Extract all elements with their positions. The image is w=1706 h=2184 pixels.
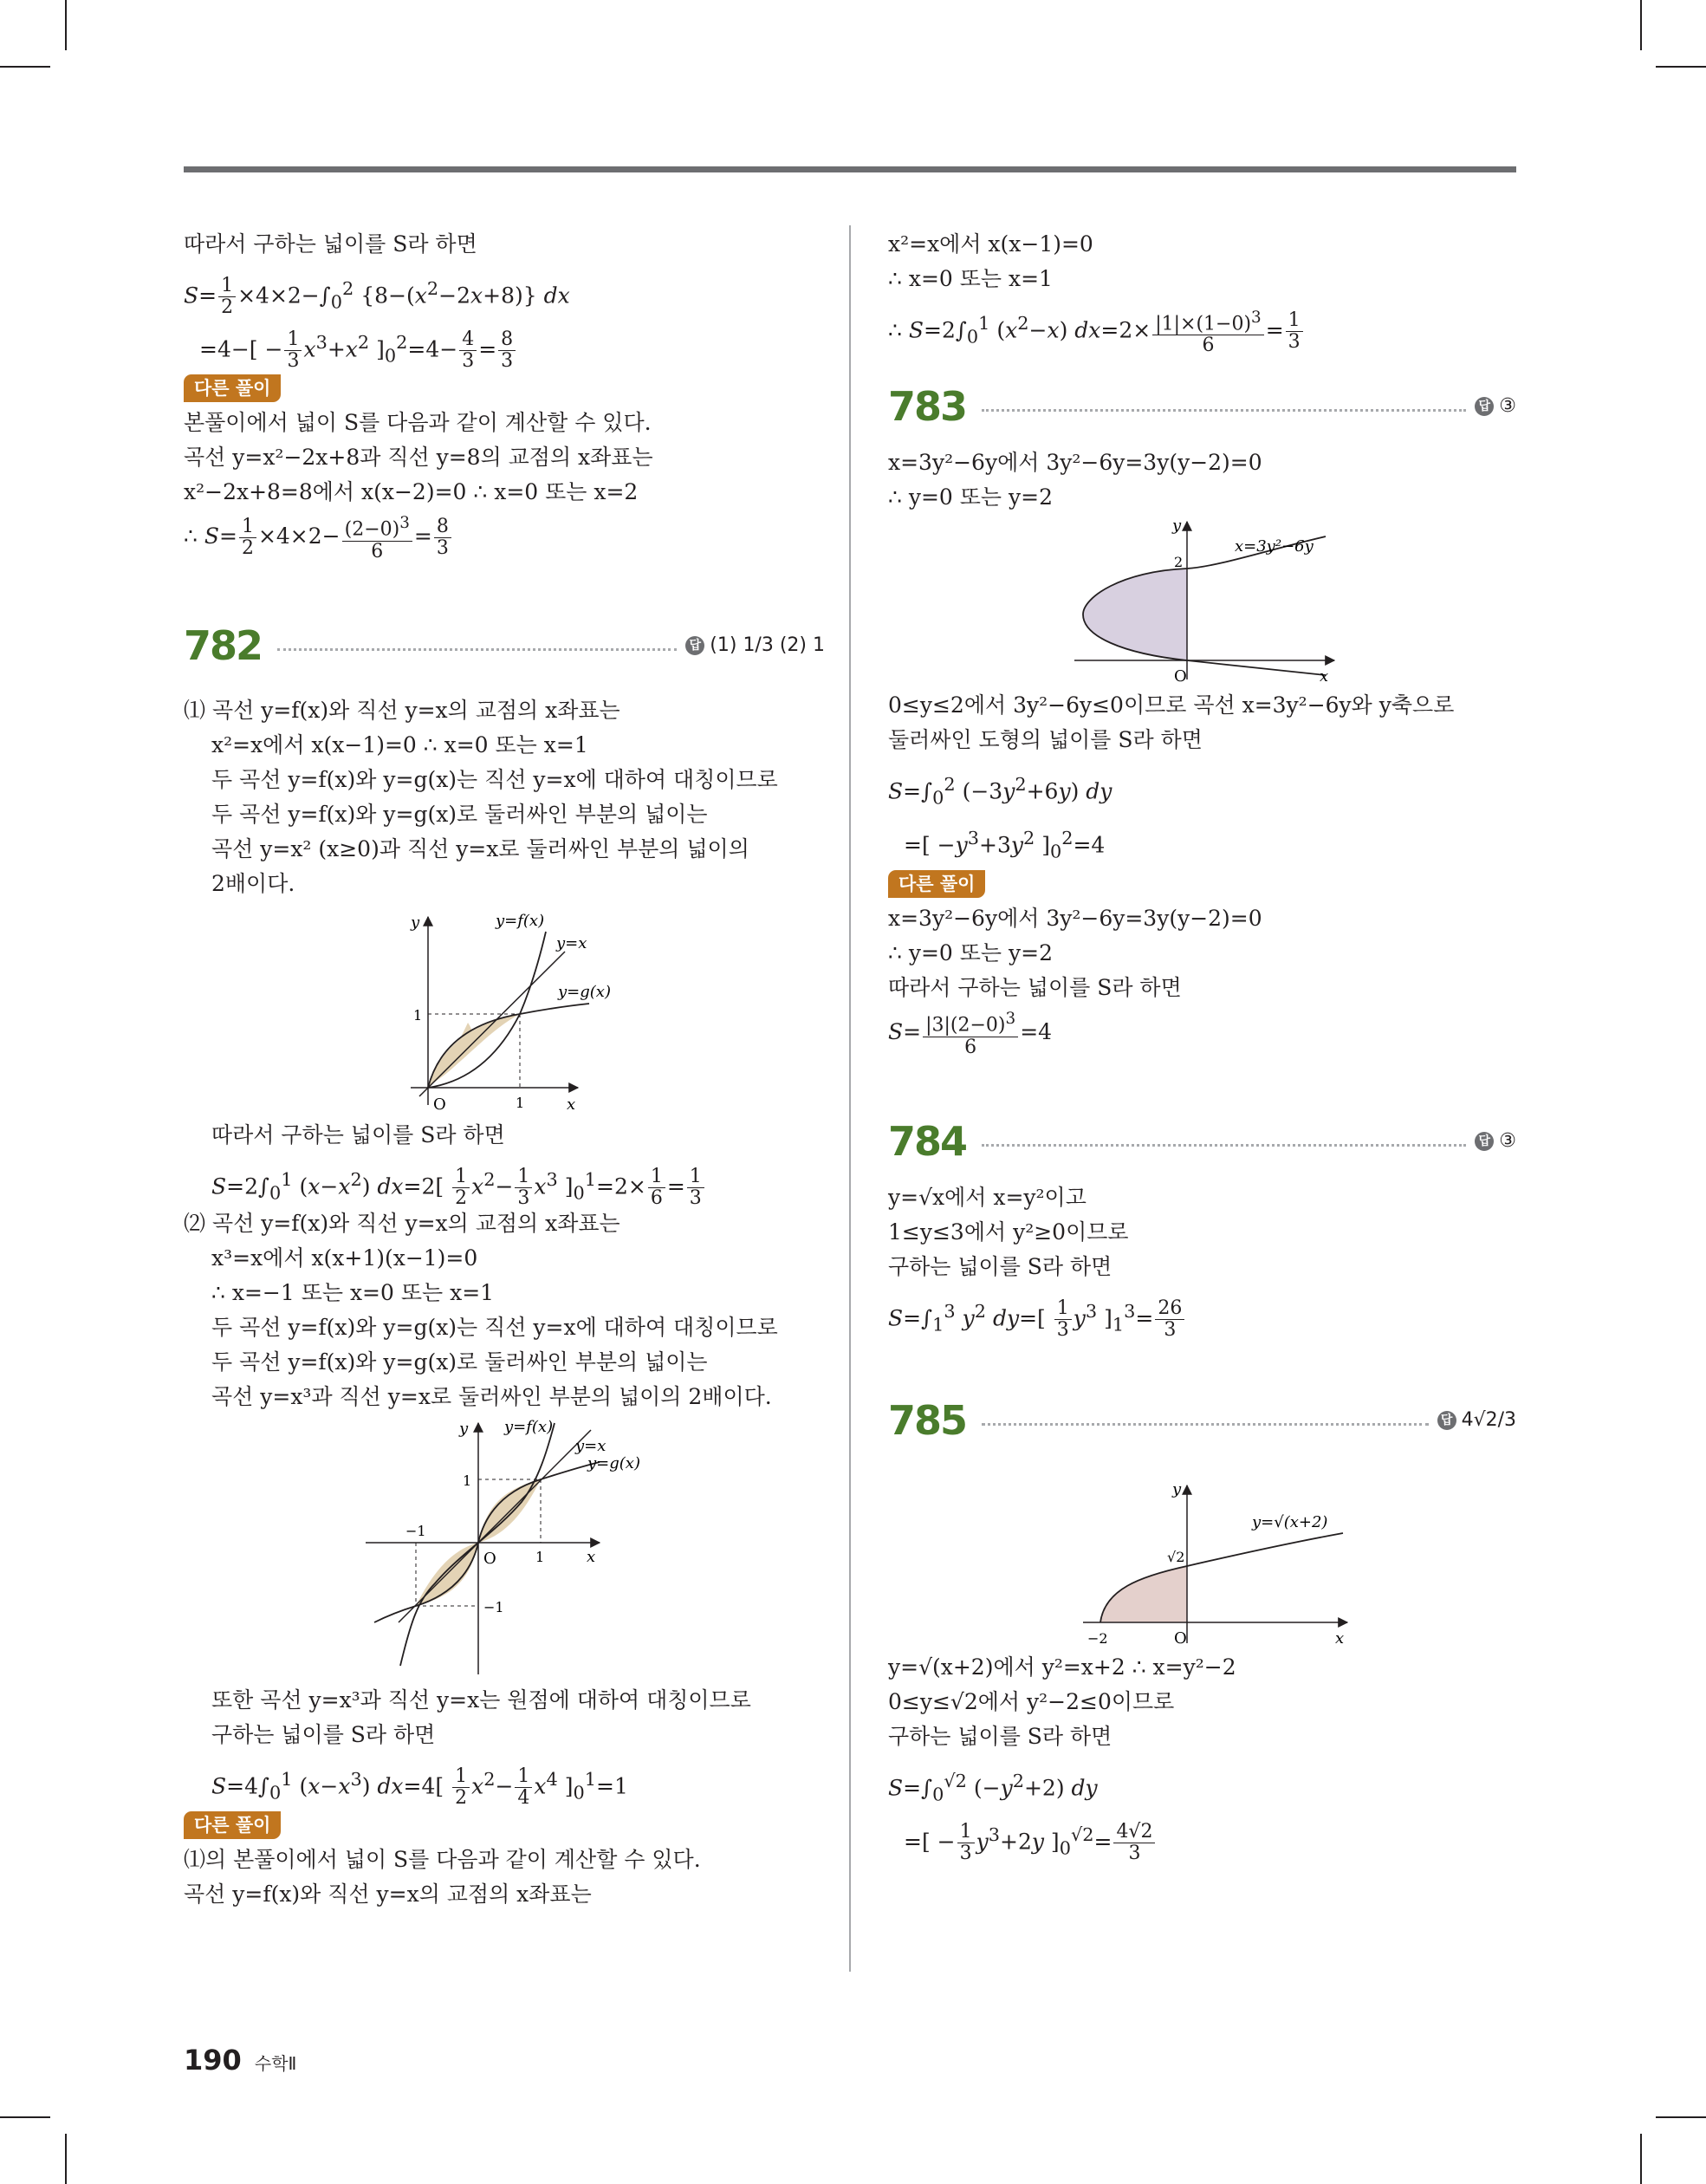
equation: S= $\frac{1}{2}$ $\times 4\times 2-\int_0^2$ $\{8-(x^2-2x+8)\}$ dx — [184, 275, 570, 319]
answer: 답 ③ — [1475, 1124, 1516, 1159]
crop-mark — [65, 2134, 67, 2184]
problem-784-header — [888, 1111, 1516, 1172]
crop-mark — [1640, 0, 1642, 50]
axis-label-y: y — [411, 913, 420, 932]
curve-label: y=g(x) — [587, 1454, 640, 1472]
text-line: 두 곡선 y=f(x)와 y=g(x)는 직선 y=x에 대하여 대칭이므로 — [211, 767, 778, 792]
curve-label: y=g(x) — [558, 983, 611, 1001]
answer-icon: 답 — [685, 636, 704, 655]
crop-mark — [1640, 2134, 1642, 2184]
text-line: 구하는 넓이를 S라 하면 — [888, 1724, 1112, 1749]
curve-label: y=f(x) — [496, 912, 545, 930]
text-line: x³=x에서 x(x+1)(x−1)=0 — [211, 1245, 478, 1271]
axis-label-y: y — [459, 1420, 469, 1438]
problem-number: 783 — [888, 383, 967, 430]
tick-label: 2 — [1174, 554, 1184, 570]
text-line: ⑴의 본풀이에서 넓이 S를 다음과 같이 계산할 수 있다. — [184, 1847, 701, 1872]
text-line: 2배이다. — [211, 871, 295, 896]
equation: $S=4\int_0^1$ $(x-x^3)$ dx=4[ $\frac{1}{2}$ $x^2-$ $\frac{1}{4}$ $x^4$ ]$_0^1=1$ — [211, 1765, 628, 1810]
right-column — [888, 227, 1516, 1865]
axis-label-x: x — [567, 1095, 576, 1114]
text-line: ∴ y=0 또는 y=2 — [888, 484, 1053, 510]
tick-label: −1 — [483, 1599, 504, 1615]
text-line: 곡선 y=f(x)와 직선 y=x의 교점의 x좌표는 — [184, 1882, 592, 1907]
equation: $S=\int_1^3$ $y^2$ dy=[ $\frac{1}{3}$ $y^3$ ]$_1^3=$ $\frac{26}{3}$ — [888, 1284, 1516, 1338]
equation: $S=2\int_0^1$ $(x-x^2)$ dx=2[ $\frac{1}{2}$ $x^2-$ $\frac{1}{3}$ $x^3$ ]$_0^1=2\times$ $\frac{1}{6}$ = $\frac{1}{3}$ — [184, 1153, 825, 1206]
axis-label-x: x — [1335, 1629, 1345, 1648]
alt-solution-tag: 다른 풀이 — [184, 374, 281, 402]
crop-mark — [1656, 2116, 1706, 2118]
equation: S= $\frac{|3|(2-0)^3}{6}$ =4 — [888, 1010, 1053, 1058]
text-line: 구하는 넓이를 S라 하면 — [211, 1722, 436, 1747]
problem-782-header — [184, 615, 825, 676]
page-footer — [184, 2044, 296, 2077]
answer-icon: 답 — [1475, 1132, 1494, 1151]
equation: $S=\int_0^{√2}$ $(-y^2+2)$ dy — [888, 1771, 1098, 1805]
tick-label: −2 — [1087, 1630, 1108, 1647]
equation: ∴ $S=2\int_0^1$ $(x^2-x)$ dx=2× $\frac{|1|\times(1-0)^3}{6}$ = $\frac{1}{3}$ — [888, 296, 1516, 350]
axis-label-y: y — [1172, 517, 1182, 535]
answer-icon: 답 — [1475, 397, 1494, 416]
text-line: 본풀이에서 넓이 S를 다음과 같이 계산할 수 있다. — [184, 410, 652, 435]
problem-number: 784 — [888, 1118, 967, 1165]
text-line: y=√x에서 x=y²이고 — [888, 1185, 1087, 1210]
text-line: ⑵ 곡선 y=f(x)와 직선 y=x의 교점의 x좌표는 — [184, 1211, 620, 1236]
axis-label-x: x — [1320, 667, 1329, 686]
origin-label: O — [1174, 1629, 1187, 1648]
line-y-eq-x — [419, 952, 565, 1096]
text-line: 곡선 y=x²−2x+8과 직선 y=8의 교점의 x좌표는 — [184, 445, 653, 470]
text-line: 두 곡선 y=f(x)와 y=g(x)로 둘러싸인 부분의 넓이는 — [211, 1349, 708, 1375]
crop-mark — [0, 2116, 50, 2118]
answer: 답 4√2/3 — [1437, 1403, 1516, 1438]
fill-area — [1100, 1566, 1187, 1622]
left-column — [184, 227, 825, 1912]
figure-782-1 — [184, 901, 825, 1118]
text-line: 두 곡선 y=f(x)와 y=g(x)는 직선 y=x에 대하여 대칭이므로 — [211, 1315, 778, 1340]
axis-label-y: y — [1172, 1480, 1182, 1498]
crop-mark — [65, 0, 67, 50]
axis-label-x: x — [587, 1548, 596, 1566]
curve-label: x=3y²−6y — [1235, 537, 1314, 556]
text-line: ⑴ 곡선 y=f(x)와 직선 y=x의 교점의 x좌표는 — [184, 698, 620, 723]
text-line: x=3y²−6y에서 3y²−6y=3y(y−2)=0 — [888, 906, 1262, 931]
text-line: x²−2x+8=8에서 x(x−2)=0 ∴ x=0 또는 x=2 — [184, 479, 639, 504]
text-line: 0≤y≤√2에서 y²−2≤0이므로 — [888, 1689, 1175, 1714]
text-line: 0≤y≤2에서 3y²−6y≤0이므로 곡선 x=3y²−6y와 y축으로 — [888, 692, 1455, 718]
answer: 답 (1) 1/3 (2) 1 — [685, 628, 825, 663]
text-line: 따라서 구하는 넓이를 S라 하면 — [184, 231, 477, 257]
page-number: 190 — [184, 2044, 242, 2077]
fill-area — [1083, 569, 1187, 660]
figure-782-2 — [184, 1414, 825, 1683]
origin-label: O — [483, 1550, 496, 1568]
dotted-leader — [277, 648, 677, 651]
equation: ∴ S= $\frac{1}{2}$ ×4×2− $\frac{(2-0)^3}{6}$ = $\frac{8}{3}$ — [184, 510, 825, 563]
curve-label: y=f(x) — [504, 1418, 554, 1436]
origin-label: O — [433, 1095, 446, 1114]
text-line: ∴ x=0 또는 x=1 — [888, 266, 1053, 291]
figure-783 — [888, 515, 1516, 688]
problem-783-header — [888, 376, 1516, 437]
curve-label: y=√(x+2) — [1252, 1513, 1328, 1531]
text-line: 또한 곡선 y=x³과 직선 y=x는 원점에 대하여 대칭이므로 — [211, 1687, 751, 1713]
text-line: ∴ x=−1 또는 x=0 또는 x=1 — [211, 1280, 495, 1305]
crop-mark — [1656, 66, 1706, 68]
tick-label: 1 — [535, 1549, 545, 1565]
line-y-eq-x — [399, 1430, 591, 1622]
dotted-leader — [982, 409, 1466, 412]
problem-number: 785 — [888, 1397, 967, 1444]
equation: $S=\int_0^2$ $(-3y^2+6y)$ dy — [888, 774, 1112, 809]
origin-label: O — [1174, 667, 1187, 686]
answer-icon: 답 — [1437, 1411, 1456, 1430]
text-line: y=√(x+2)에서 y²=x+2 ∴ x=y²−2 — [888, 1654, 1236, 1680]
text-line: 둘러싸인 도형의 넓이를 S라 하면 — [888, 727, 1203, 752]
text-line: 1≤y≤3에서 y²≥0이므로 — [888, 1219, 1129, 1245]
tick-label: √2 — [1167, 1549, 1185, 1565]
dotted-leader — [982, 1423, 1429, 1426]
tick-label: −1 — [405, 1523, 426, 1539]
alt-solution-tag: 다른 풀이 — [184, 1811, 281, 1839]
text-line: 두 곡선 y=f(x)와 y=g(x)로 둘러싸인 부분의 넓이는 — [211, 802, 708, 827]
subject-label: 수학Ⅱ — [254, 2053, 297, 2074]
equation: =4−[ − $\frac{1}{3}$ $x^3+x^2$ ]$_0^2=4-$ $\frac{4}{3}$ = $\frac{8}{3}$ — [184, 315, 825, 369]
text-line: 곡선 y=x² (x≥0)과 직선 y=x로 둘러싸인 부분의 넓이의 — [211, 836, 749, 861]
header-bar — [184, 166, 1516, 172]
alt-solution-tag: 다른 풀이 — [888, 870, 985, 898]
problem-number: 782 — [184, 622, 263, 669]
tick-label: 1 — [516, 1095, 525, 1111]
problem-785-header — [888, 1390, 1516, 1451]
tick-label: 1 — [413, 1007, 423, 1024]
text-line: x²=x에서 x(x−1)=0 — [888, 231, 1093, 257]
equation: =[ − $\frac{1}{3}$ $y^3+2y$ ]$_0^{√2}=$ $\frac{4√2}{3}$ — [888, 1808, 1516, 1862]
text-line: ∴ y=0 또는 y=2 — [888, 940, 1053, 965]
text-line: x=3y²−6y에서 3y²−6y=3y(y−2)=0 — [888, 450, 1262, 475]
text-line: 따라서 구하는 넓이를 S라 하면 — [888, 975, 1182, 1000]
curve-label: y=x — [575, 1437, 607, 1455]
curve-label: y=x — [556, 934, 587, 952]
text-line: x²=x에서 x(x−1)=0 ∴ x=0 또는 x=1 — [211, 732, 588, 757]
text-line: 곡선 y=x³과 직선 y=x로 둘러싸인 부분의 넓이의 2배이다. — [211, 1384, 772, 1409]
dotted-leader — [982, 1144, 1466, 1147]
text-line: 따라서 구하는 넓이를 S라 하면 — [211, 1122, 505, 1147]
crop-mark — [0, 66, 50, 68]
tick-label: 1 — [463, 1472, 472, 1489]
equation: =[ $-y^3+3y^2$ ]$_0^2=4$ — [904, 828, 1106, 862]
column-divider — [849, 225, 851, 1972]
figure-785 — [888, 1451, 1516, 1650]
text-line: 구하는 넓이를 S라 하면 — [888, 1254, 1112, 1279]
answer: 답 ③ — [1475, 389, 1516, 424]
